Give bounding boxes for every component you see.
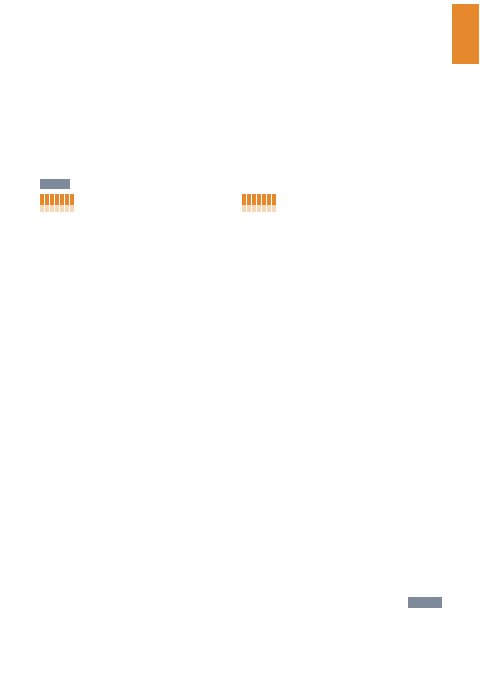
sub-class — [272, 205, 277, 212]
spec-table-left — [40, 194, 75, 212]
next-button[interactable] — [408, 597, 442, 608]
subheader-row — [242, 205, 277, 212]
sub-class — [70, 205, 75, 212]
col-class — [272, 194, 277, 205]
from-button[interactable] — [40, 179, 70, 189]
col-class — [70, 194, 75, 205]
header-row — [242, 194, 277, 205]
subheader-row — [40, 205, 75, 212]
header-row — [40, 194, 75, 205]
spec-table-right — [242, 194, 277, 212]
section-tab-drill[interactable] — [452, 4, 479, 64]
